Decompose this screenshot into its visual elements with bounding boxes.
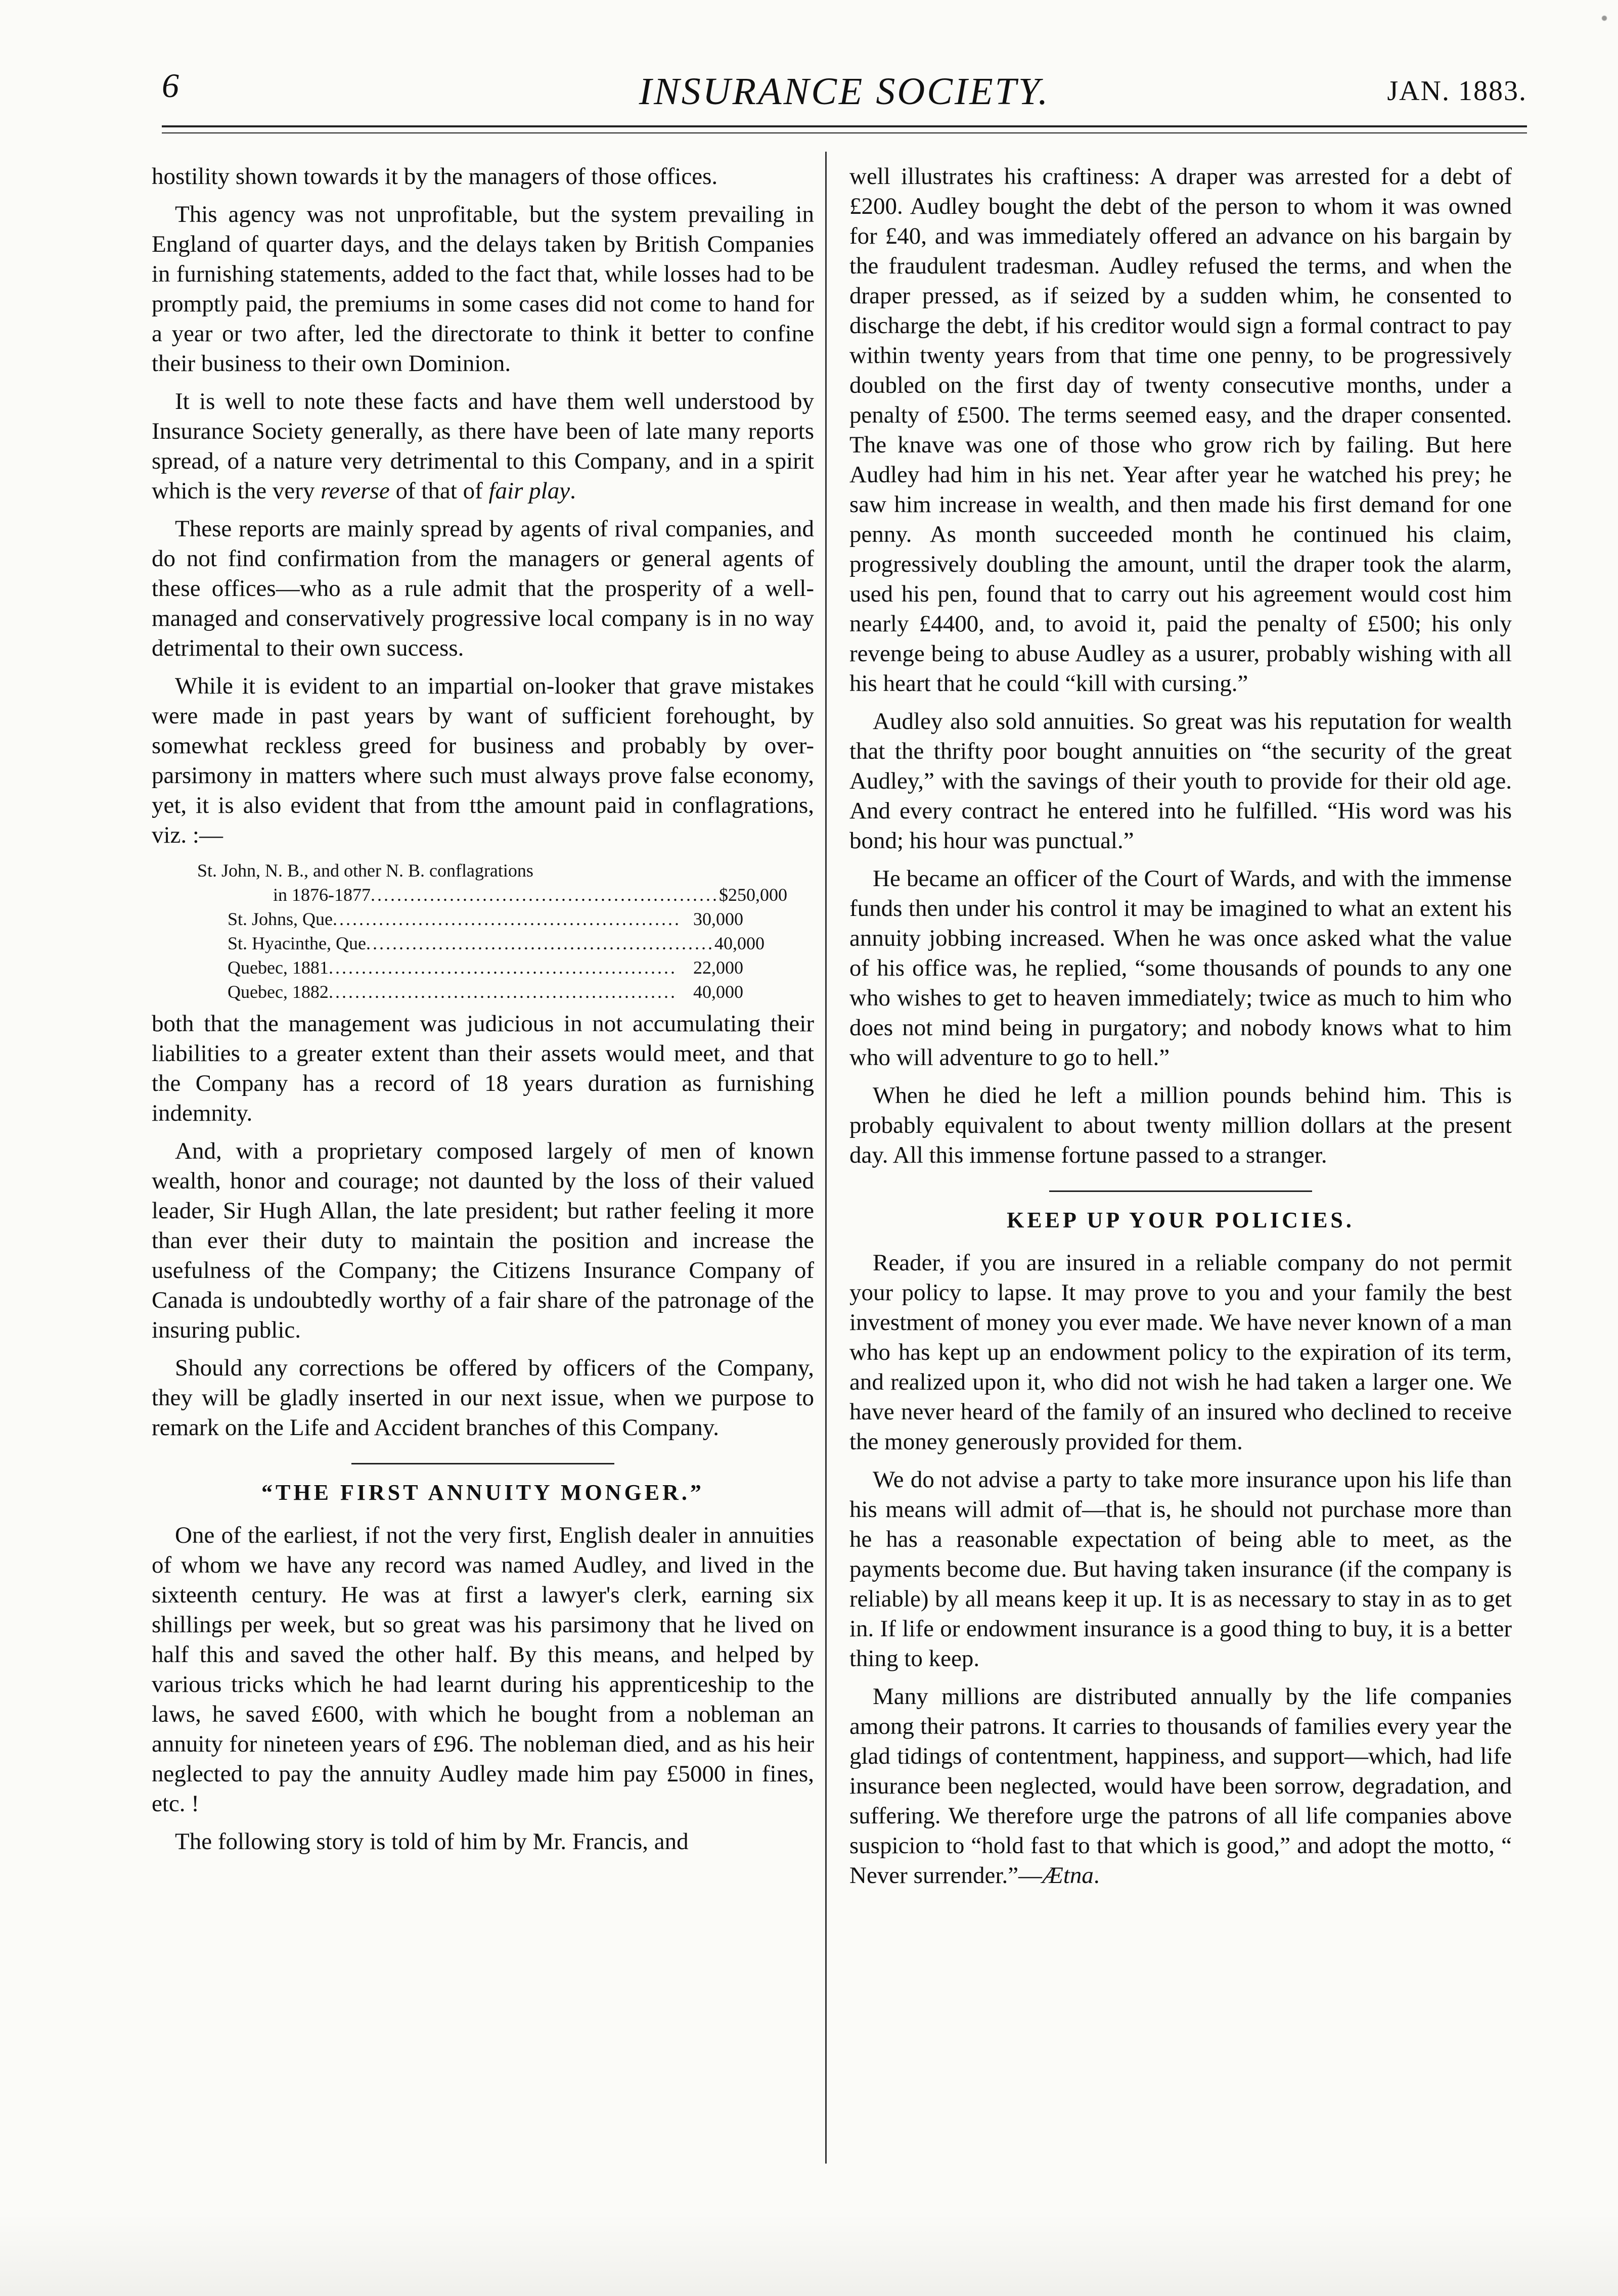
article-heading: KEEP UP YOUR POLICIES. [1007, 1208, 1355, 1232]
paragraph: And, with a proprietary composed largely of men of known wealth, honor and courage; not daunted by the loss of their valued leader, Sir Hugh Allan, the late president; but rather feeling it more than ever their duty to maintain the position and increase the usefulness of the Company; the Citizens Insurance Company of Canada is undoubtedly worthy of a fair share of the patronage of the insuring public. [152, 1138, 814, 1343]
leader-dots: ..................................................... [366, 933, 714, 953]
page-number: 6 [162, 66, 179, 105]
header-rule-thin [162, 132, 1527, 133]
italic-text: reverse [321, 478, 390, 504]
leader-dots: ..................................................... [328, 957, 677, 978]
table-cell-place: in 1876-1877 [273, 885, 371, 905]
running-title: INSURANCE SOCIETY. [639, 70, 1050, 113]
paragraph: We do not advise a party to take more insurance upon his life than his means will admit of—that is, he should not purchase more than he has a reasonable expectation of being able to meet, as the payments become due. But having taken insurance (if the company is reliable) by all means keep it up. It is as necessary to stay in as to get in. If life or endowment insurance is a good thing to buy, it is a better thing to keep. [849, 1466, 1512, 1672]
paragraph: This agency was not unprofitable, but the system prevailing in England of quarter days, and the delays taken by British Companies in furnishing statements, added to the fact that, while losses had to be promptly paid, the premiums in some cases did not come to hand for a year or two after, led the directorate to think it better to confine their business to their own Dominion. [152, 201, 814, 377]
header-rule [162, 125, 1527, 127]
text-run: of that of [389, 478, 489, 504]
left-column [152, 162, 814, 2174]
table-row [152, 883, 814, 907]
paragraph: Should any corrections be offered by officers of the Company, they will be gladly inserted in our next issue, when we purpose to remark on the Life and Accident branches of this Company. [152, 1355, 814, 1441]
table-cell-place: Quebec, 1882 [228, 982, 329, 1002]
text-run: . [1093, 1862, 1100, 1889]
leader-dots: ..................................................... [333, 909, 682, 929]
italic-text: Ætna [1042, 1862, 1094, 1889]
leader-dots: ..................................................... [371, 885, 719, 905]
table-cell-amount: 30,000 [693, 909, 743, 929]
table-row [152, 931, 814, 955]
table-cell-place: St. Hyacinthe, Que [228, 933, 366, 953]
paragraph: The following story is told of him by Mr. Francis, and [175, 1828, 689, 1855]
page-edge-mark [1572, 0, 1618, 61]
article-heading: “THE FIRST ANNUITY MONGER.” [261, 1480, 704, 1505]
paragraph [152, 387, 814, 506]
text-run: Many millions are distributed annually by the life companies among their patrons. It carries to thousands of families every year the glad tidings of contentment, happiness, and support—which, had life insurance been neglected, would have been sorrow, degradation, and suffering. We therefore urge the patrons of all life companies above suspicion to “hold fast to that which is good,” and adopt the motto, “ Never surrender.”— [849, 1683, 1512, 1889]
table-row [152, 980, 814, 1004]
right-column [849, 162, 1512, 2174]
paragraph: well illustrates his craftiness: A draper was arrested for a debt of £200. Audley bought the debt of the person to whom it was owned for £40, and was immediately offered an advance on his bargain by the fraudulent tradesman. Audley refused the terms, and when the draper pressed, as if seized by a sudden whim, he consented to discharge the debt, if his creditor would sign a formal contract to pay within twenty years from that time one penny, to be progressively doubled on the first day of twenty consecutive months, under a penalty of £500. The terms seemed easy, and the draper consented. The knave was one of those who grow rich by failing. But here Audley had him in his net. Year after year he watched his prey; he saw him increase in wealth, and then made his first demand for one penny. As month succeeded month he continued his claim, progressively doubling the amount, until the draper took the alarm, used his pen, found that to carry out his agreement would cost him nearly £4400, and, to avoid it, paid the penalty of £500; his only revenge being to abuse Audley as a usurer, probably wishing with all his heart that he could “kill with cursing.” [849, 163, 1512, 697]
text-run: It is well to note these facts and have them well understood by Insurance Society generally, as there have been of late many reports spread, of a nature very detrimental to this Company, and in a spirit which is the very [152, 388, 814, 504]
paragraph: When he died he left a million pounds behind him. This is probably equivalent to about twenty million dollars at the present day. All this immense fortune passed to a stranger. [849, 1082, 1512, 1168]
paragraph: These reports are mainly spread by agents of rival companies, and do not find confirmation from the managers or general agents of these offices—who as a rule admit that the prosperity of a well-managed and conservatively progressive local company is in no way detrimental to their own success. [152, 516, 814, 661]
column-divider [825, 152, 827, 2164]
table-cell-place: St. John, N. B., and other N. B. conflagrations [197, 860, 533, 881]
leader-dots: ..................................................... [328, 982, 677, 1002]
page-header [162, 66, 1527, 126]
italic-text: fair play [488, 478, 570, 504]
section-divider [1049, 1190, 1312, 1192]
text-run: . [570, 478, 576, 504]
section-divider [351, 1463, 614, 1464]
table-cell-amount: 40,000 [714, 933, 765, 953]
paragraph: One of the earliest, if not the very first, English dealer in annuities of whom we have any record was named Audley, and lived in the sixteenth century. He was at first a lawyer's clerk, earning six shillings per week, but so great was his parsimony that he lived on half this and saved the other half. By this means, and helped by various tricks which he had learnt during his apprenticeship to the laws, he saved £600, with which he bought from a nobleman an annuity for nineteen years of £96. The nobleman died, and as his heir neglected to pay the annuity Audley made him pay £5000 in fines, etc. ! [152, 1522, 814, 1817]
table-cell-place: St. Johns, Que [228, 909, 333, 929]
paragraph: Reader, if you are insured in a reliable company do not permit your policy to lapse. It may prove to you and your family the best investment of money you ever made. We have never known of a man who has kept up an endowment policy to the expiration of its term, and realized upon it, who did not wish he had taken a larger one. We have never heard of the family of an insured who declined to receive the money generously provided for them. [849, 1250, 1512, 1455]
page-bottom-margin [0, 2214, 1618, 2296]
paragraph: While it is evident to an impartial on-looker that grave mistakes were made in past years by want of sufficient forehought, by somewhat reckless greed for business and probably by over-parsimony in matters where such must always prove false economy, yet, it is also evident that from tthe amount paid in conflagrations, viz. :— [152, 673, 814, 848]
paragraph: both that the management was judicious in not accumulating their liabilities to a greater extent than their assets would meet, and that the Company has a record of 18 years duration as furnishing indemnity. [152, 1011, 814, 1126]
paragraph [849, 1682, 1512, 1891]
paragraph: He became an officer of the Court of Wards, and with the immense funds then under his control it may be imagined to what an extent his annuity jobbing increased. When he was once asked what the value of his office was, he replied, “some thousands of pounds to any one who wishes to get to heaven immediately; twice as much to him who does not mind being in purgatory; and nobody knows what to him who will adventure to go to hell.” [849, 865, 1512, 1071]
table-cell-amount: $250,000 [719, 885, 787, 905]
table-cell-amount: 40,000 [693, 982, 743, 1002]
conflagrations-table [152, 858, 814, 1004]
paragraph: hostility shown towards it by the managers of those offices. [152, 163, 718, 190]
table-cell-amount: 22,000 [693, 957, 743, 978]
table-row [152, 907, 814, 931]
table-row [152, 955, 814, 980]
issue-date: JAN. 1883. [1387, 75, 1527, 107]
table-cell-place: Quebec, 1881 [228, 957, 329, 978]
table-row [152, 858, 814, 883]
paragraph: Audley also sold annuities. So great was his reputation for wealth that the thrifty poor bought annuities on “the security of the great Audley,” with the savings of their youth to provide for their old age. And every contract he entered into he fulfilled. “His word was his bond; his hour was punctual.” [849, 708, 1512, 854]
